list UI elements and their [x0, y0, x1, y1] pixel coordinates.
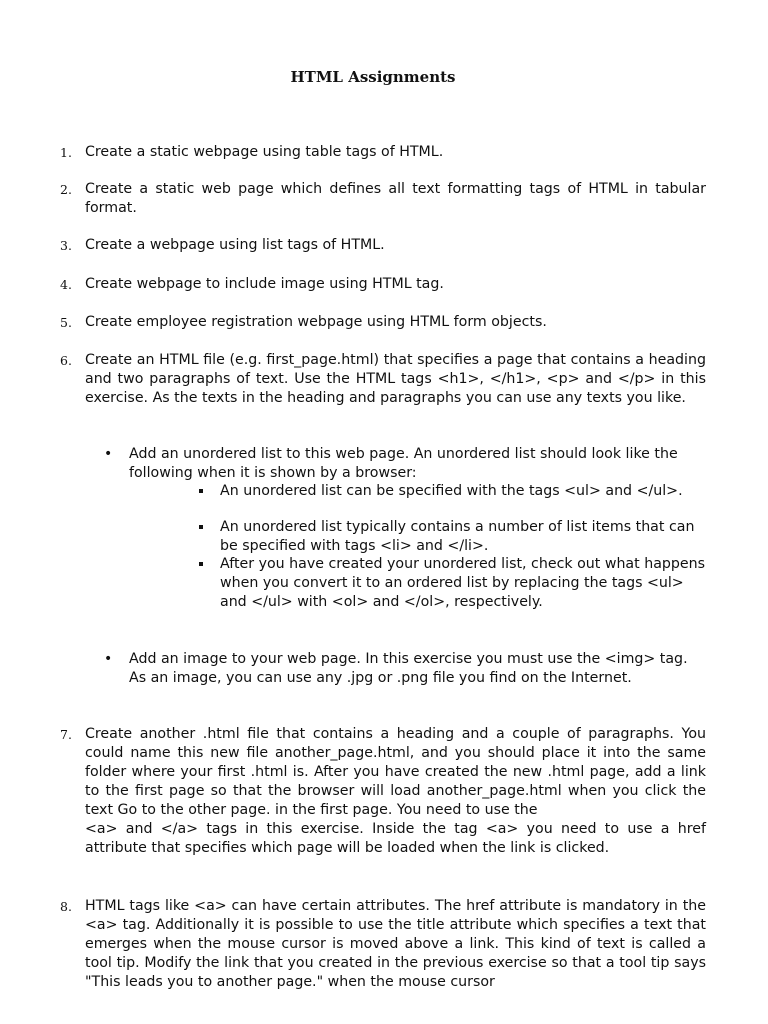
sub-bullet-item	[0, 518, 768, 556]
item-number: 3.	[60, 238, 72, 253]
square-bullet-icon	[199, 525, 203, 529]
square-bullet-icon	[199, 489, 203, 493]
bullet-text: Add an image to your web page. In this exercise you must use the <img> tag. As an image, you can use any .jpg or .png file you find on the Internet.	[129, 651, 688, 686]
sub-bullet-text: An unordered list typically contains a number of list items that can be specified with tags <li> and </li>.	[220, 519, 695, 554]
page-title: HTML Assignments	[290, 68, 456, 86]
list-item	[0, 275, 768, 294]
item-number: 8.	[60, 899, 72, 914]
list-item	[0, 351, 768, 408]
sub-bullet-item	[0, 555, 768, 612]
sub-bullet-item	[0, 482, 768, 501]
item-text: Create webpage to include image using HTML tag.	[85, 276, 444, 292]
item-number: 7.	[60, 727, 72, 742]
list-item	[0, 143, 768, 162]
item-text: Create employee registration webpage using HTML form objects.	[85, 314, 547, 330]
bullet-icon: •	[104, 651, 113, 667]
list-item	[0, 180, 768, 218]
square-bullet-icon	[199, 562, 203, 566]
item-text: Create an HTML file (e.g. first_page.html) that specifies a page that contains a heading and two paragraphs of text. Use the HTML tags <h1>, </h1>, <p> and </p> in this exercise. As the texts in the heading and paragraphs you can use any texts you like.	[85, 352, 706, 406]
item-number: 5.	[60, 315, 72, 330]
item-text: HTML tags like <a> can have certain attributes. The href attribute is mandatory in the <a> tag. Additionally it is possible to use the title attribute which specifies a text that emerges when the mouse cursor is moved above a link. This kind of text is called a tool tip. Modify the link that you created in the previous exercise so that a tool tip says "This leads you to another page." when the mouse cursor	[85, 898, 706, 990]
item-text: Create a static web page which defines all text formatting tags of HTML in tabular format.	[85, 181, 706, 216]
item-text-continued: <a> and </a> tags in this exercise. Inside the tag <a> you need to use a href attribute that specifies which page will be loaded when the link is clicked.	[85, 821, 706, 856]
item-text: Create a static webpage using table tags of HTML.	[85, 144, 444, 160]
item-number: 4.	[60, 277, 72, 292]
item-number: 2.	[60, 182, 72, 197]
bullet-item	[0, 650, 768, 688]
bullet-item	[0, 445, 768, 483]
list-item	[0, 313, 768, 332]
item-number: 1.	[60, 145, 72, 160]
bullet-text: Add an unordered list to this web page. An unordered list should look like the following when it is shown by a browser:	[129, 446, 678, 481]
item-text: Create a webpage using list tags of HTML.	[85, 237, 385, 253]
list-item	[0, 236, 768, 255]
item-number: 6.	[60, 353, 72, 368]
list-item	[0, 725, 768, 858]
sub-bullet-text: An unordered list can be specified with the tags <ul> and </ul>.	[220, 483, 683, 499]
bullet-icon: •	[104, 446, 113, 462]
sub-bullet-text: After you have created your unordered list, check out what happens when you convert it to an ordered list by replacing the tags <ul> and </ul> with <ol> and </ol>, respectively.	[220, 556, 706, 610]
item-text: Create another .html file that contains a heading and a couple of paragraphs. You could name this new file another_page.html, and you should place it into the same folder where your first .html is. After you have created the new .html page, add a link to the first page so that the browser will load another_page.html when you click the text Go to the other page. in the first page. You need to use the	[85, 726, 706, 818]
list-item	[0, 897, 768, 992]
